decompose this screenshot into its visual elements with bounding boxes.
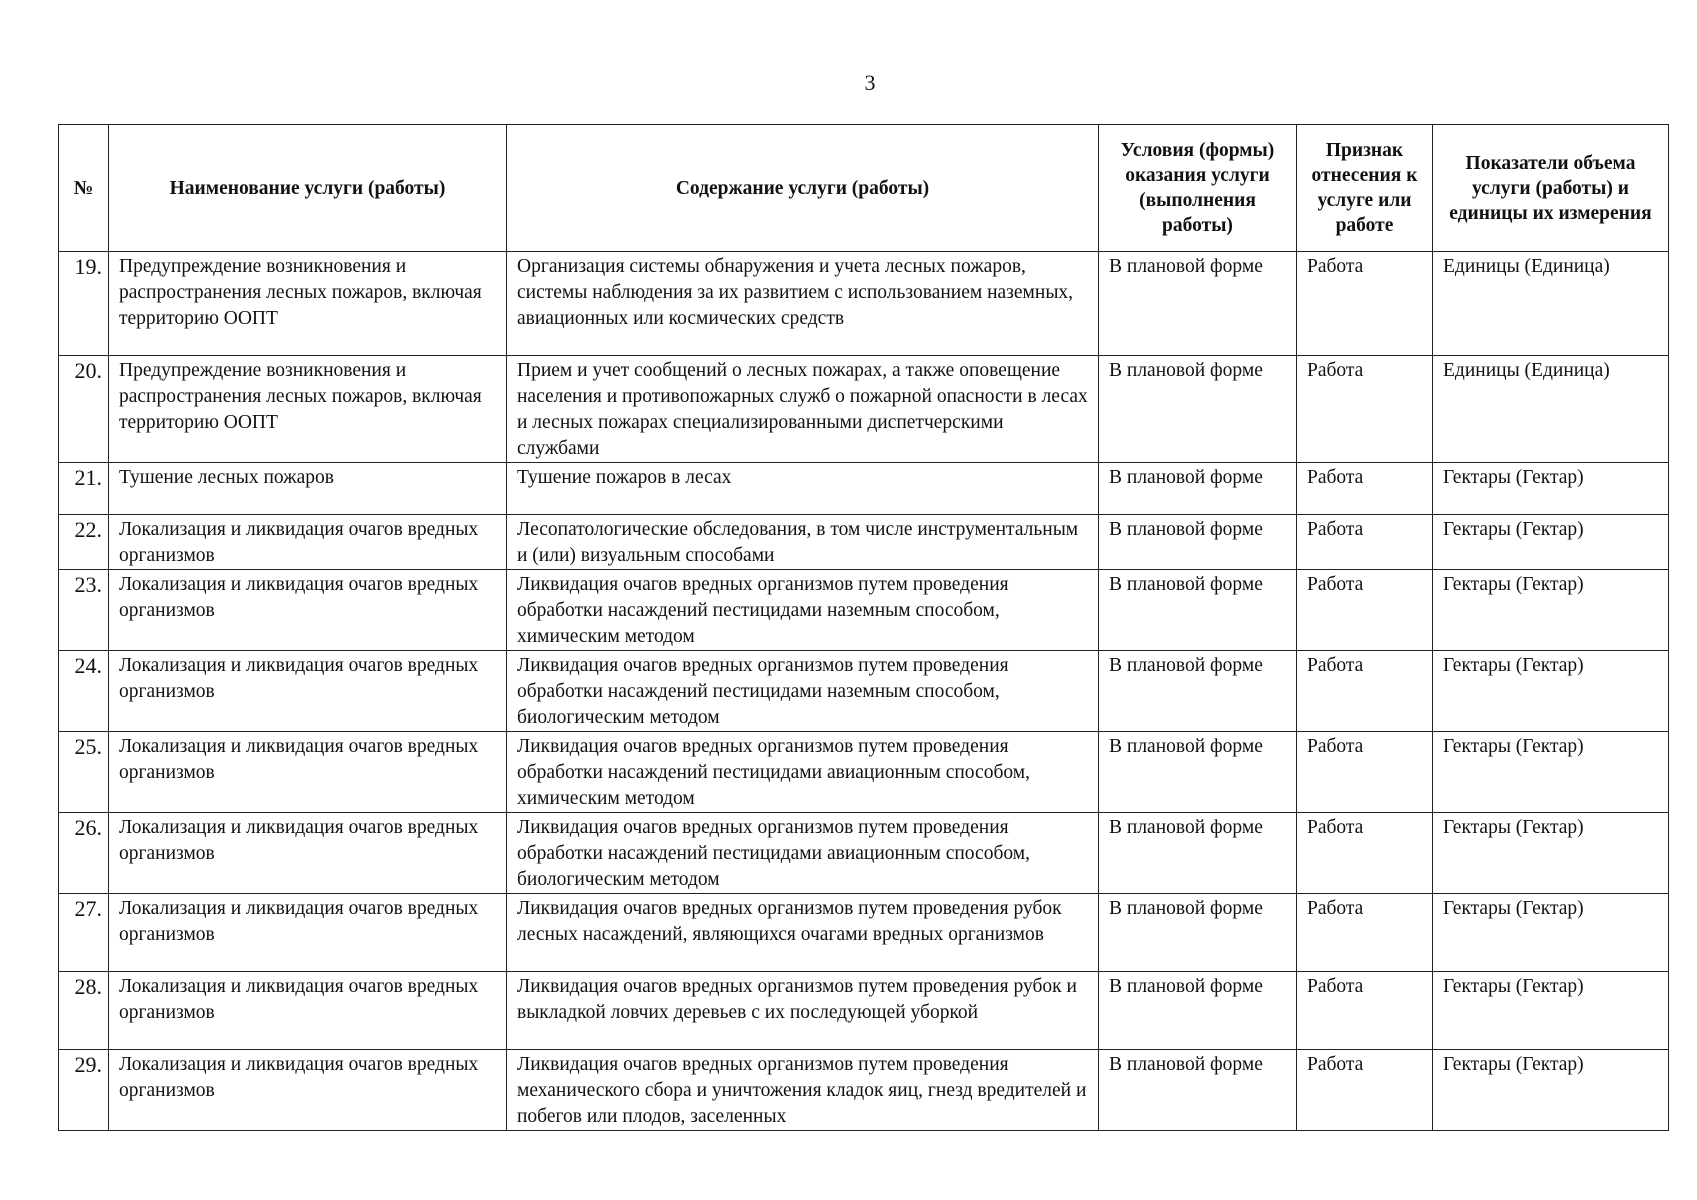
row-number: 19. [59,252,109,356]
service-name: Локализация и ликвидация очагов вредных организмов [109,515,507,570]
table-row [59,813,1669,894]
service-name: Предупреждение возникновения и распространения лесных пожаров, включая территорию ООПТ [109,252,507,356]
service-sign: Работа [1297,515,1433,570]
service-content: Тушение пожаров в лесах [507,463,1099,515]
table-header-row [59,125,1669,252]
page-number: 3 [864,70,876,95]
service-indicators: Гектары (Гектар) [1433,651,1669,732]
service-content: Ликвидация очагов вредных организмов путем проведения обработки насаждений пестицидами авиационным способом, химическим методом [507,732,1099,813]
service-content: Лесопатологические обследования, в том числе инструментальным и (или) визуальным способами [507,515,1099,570]
service-name: Локализация и ликвидация очагов вредных организмов [109,1050,507,1131]
service-name: Предупреждение возникновения и распространения лесных пожаров, включая территорию ООПТ [109,356,507,463]
service-content: Ликвидация очагов вредных организмов путем проведения обработки насаждений пестицидами наземным способом, биологическим методом [507,651,1099,732]
service-indicators: Гектары (Гектар) [1433,972,1669,1050]
table-row [59,972,1669,1050]
table-row [59,732,1669,813]
table-row [59,570,1669,651]
service-content: Ликвидация очагов вредных организмов путем проведения рубок и выкладкой ловчих деревьев с их последующей уборкой [507,972,1099,1050]
service-conditions: В плановой форме [1099,732,1297,813]
row-number: 22. [59,515,109,570]
table-row [59,515,1669,570]
row-number: 25. [59,732,109,813]
service-content: Ликвидация очагов вредных организмов путем проведения обработки насаждений пестицидами наземным способом, химическим методом [507,570,1099,651]
service-sign: Работа [1297,894,1433,972]
service-sign: Работа [1297,463,1433,515]
row-number: 26. [59,813,109,894]
service-conditions: В плановой форме [1099,356,1297,463]
service-indicators: Единицы (Единица) [1433,252,1669,356]
header-sign: Признак отнесения к услуге или работе [1297,125,1433,252]
service-name: Локализация и ликвидация очагов вредных организмов [109,972,507,1050]
service-content: Ликвидация очагов вредных организмов путем проведения механического сбора и уничтожения кладок яиц, гнезд вредителей и побегов или плодов, заселенных [507,1050,1099,1131]
service-indicators: Гектары (Гектар) [1433,732,1669,813]
service-indicators: Гектары (Гектар) [1433,515,1669,570]
service-name: Тушение лесных пожаров [109,463,507,515]
service-name: Локализация и ликвидация очагов вредных организмов [109,732,507,813]
service-indicators: Гектары (Гектар) [1433,1050,1669,1131]
table-row [59,651,1669,732]
row-number: 20. [59,356,109,463]
table-row [59,356,1669,463]
service-conditions: В плановой форме [1099,651,1297,732]
service-conditions: В плановой форме [1099,252,1297,356]
header-name: Наименование услуги (работы) [109,125,507,252]
service-conditions: В плановой форме [1099,515,1297,570]
row-number: 21. [59,463,109,515]
service-content: Ликвидация очагов вредных организмов путем проведения рубок лесных насаждений, являющихся очагами вредных организмов [507,894,1099,972]
service-content: Организация системы обнаружения и учета лесных пожаров, системы наблюдения за их развитием с использованием наземных, авиационных или космических средств [507,252,1099,356]
service-indicators: Гектары (Гектар) [1433,463,1669,515]
service-name: Локализация и ликвидация очагов вредных организмов [109,894,507,972]
service-conditions: В плановой форме [1099,570,1297,651]
service-sign: Работа [1297,570,1433,651]
header-num: № [59,125,109,252]
header-content: Содержание услуги (работы) [507,125,1099,252]
service-indicators: Гектары (Гектар) [1433,894,1669,972]
service-sign: Работа [1297,356,1433,463]
row-number: 27. [59,894,109,972]
service-name: Локализация и ликвидация очагов вредных организмов [109,651,507,732]
row-number: 29. [59,1050,109,1131]
row-number: 28. [59,972,109,1050]
services-table [58,124,1669,1131]
service-indicators: Единицы (Единица) [1433,356,1669,463]
service-sign: Работа [1297,252,1433,356]
header-conditions: Условия (формы) оказания услуги (выполнения работы) [1099,125,1297,252]
table-row [59,463,1669,515]
service-name: Локализация и ликвидация очагов вредных организмов [109,570,507,651]
service-conditions: В плановой форме [1099,463,1297,515]
service-sign: Работа [1297,1050,1433,1131]
table-row [59,1050,1669,1131]
table-row [59,252,1669,356]
service-sign: Работа [1297,732,1433,813]
service-sign: Работа [1297,651,1433,732]
table-row [59,894,1669,972]
service-conditions: В плановой форме [1099,1050,1297,1131]
service-indicators: Гектары (Гектар) [1433,570,1669,651]
service-content: Прием и учет сообщений о лесных пожарах, а также оповещение населения и противопожарных служб о пожарной опасности в лесах и лесных пожарах специализированными диспетчерскими службами [507,356,1099,463]
service-content: Ликвидация очагов вредных организмов путем проведения обработки насаждений пестицидами авиационным способом, биологическим методом [507,813,1099,894]
service-indicators: Гектары (Гектар) [1433,813,1669,894]
service-conditions: В плановой форме [1099,813,1297,894]
row-number: 23. [59,570,109,651]
service-name: Локализация и ликвидация очагов вредных организмов [109,813,507,894]
header-indicators: Показатели объема услуги (работы) и единицы их измерения [1433,125,1669,252]
row-number: 24. [59,651,109,732]
service-conditions: В плановой форме [1099,894,1297,972]
service-conditions: В плановой форме [1099,972,1297,1050]
service-sign: Работа [1297,972,1433,1050]
service-sign: Работа [1297,813,1433,894]
